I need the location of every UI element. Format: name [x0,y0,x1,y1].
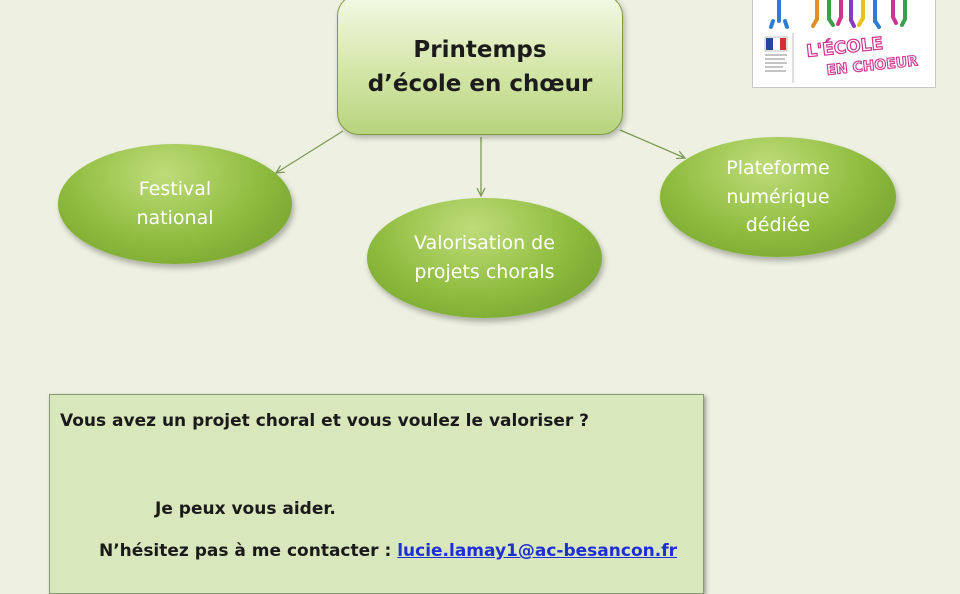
branch-festival-national [58,144,292,264]
arrow-to-plateforme [620,130,685,158]
main-topic-title [368,34,593,101]
branch-plateforme-numerique [660,137,896,257]
info-contact-line [99,541,677,561]
branch-festival-line-1: Festival [138,178,212,201]
logo-illustration [753,0,936,88]
ecole-en-choeur-logo [752,0,936,88]
branch-valorisation-line-1: Valorisation de [414,232,555,255]
svg-text:L'ÉCOLE: L'ÉCOLE [805,33,885,62]
info-question-text: Vous avez un projet choral et vous voulez le valoriser ? [60,411,590,431]
arrow-to-festival [276,131,343,173]
svg-text:EN CHOEUR: EN CHOEUR [825,53,919,79]
main-topic-line-2: d’école en chœur [367,70,593,97]
info-help-text: Je peux vous aider. [155,499,336,519]
branch-plateforme-line-1: Plateforme [726,156,830,179]
ecole-en-choeur-badge [805,28,919,80]
branch-valorisation-projets [367,198,602,318]
branch-plateforme-line-3: dédiée [745,214,811,237]
contact-label: N’hésitez pas à me contacter : [99,541,398,561]
main-topic-node [337,0,623,135]
main-topic-line-1: Printemps [413,37,547,64]
contact-email-link[interactable]: lucie.lamay1@ac-besancon.fr [397,541,677,561]
branch-festival-line-2: national [136,207,214,229]
branch-plateforme-line-2: numérique [726,185,830,208]
branch-valorisation-line-2: projets chorals [414,261,555,283]
children-figures-icon [771,0,905,27]
ministry-marianne-icon [765,37,787,71]
contact-info-box [49,394,704,594]
